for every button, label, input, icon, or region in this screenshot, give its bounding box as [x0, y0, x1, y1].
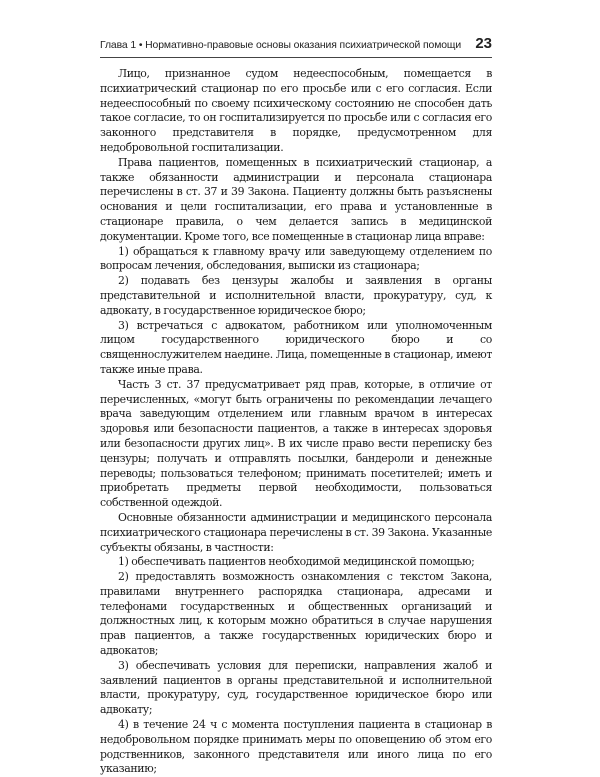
paragraph: Лицо, признанное судом недееспособным, помещается в психиатрический стационар по его просьбе или с его согласия. Если недееспособный по своему психическому состоянию не способен дать такое согласие, то он госпитализируется по просьбе или с согласия его законного представителя в порядке, предусмотренном для недобровольной госпитализации.	[100, 67, 492, 154]
list-item: 1) обращаться к главному врачу или заведующему отделением по вопросам лечения, обследования, выписки из стационара;	[100, 244, 492, 273]
paragraph: Основные обязанности администрации и медицинского персонала психиатрического стационара перечислены в ст. 39 Закона. Указанные субъекты обязаны, в частности:	[100, 510, 492, 554]
paragraph: Права пациентов, помещенных в психиатрический стационар, а также обязанности администрации и персонала стационара перечислены в ст. 37 и 39 Закона. Пациенту должны быть разъяснены основания и цели госпитализации, его права и установленные в стационаре правила, о чем делается запись в медицинской документации. Кроме того, все помещенные в стационар лица вправе:	[100, 155, 492, 243]
paragraph: Часть 3 ст. 37 предусматривает ряд прав, которые, в отличие от перечисленных, «могут быть ограничены по рекомендации лечащего врача заведующим отделением или главным врачом в интересах здоровья или безопасности пациентов, а также в интересах здоровья или безопасности других лиц». В их числе право вести переписку без цензуры; получать и отправлять посылки, бандероли и денежные переводы; пользоваться телефоном; принимать посетителей; иметь и приобретать предметы первой необходимости, пользоваться собственной одеждой.	[100, 377, 492, 510]
list-item: 3) встречаться с адвокатом, работником или уполномоченным лицом государственного юридического бюро и со священнослужителем наедине. Лица, помещенные в стационар, имеют также иные права.	[100, 318, 492, 376]
list-item: 2) предоставлять возможность ознакомления с текстом Закона, правилами внутреннего распорядка стационара, адресами и телефонами государственных и общественных организаций и должностных лиц, к которым можно обратиться в случае нарушения прав пациентов, а также государственных юридических бюро и адвокатов;	[100, 570, 492, 658]
list-item: 4) в течение 24 ч с момента поступления пациента в стационар в недобровольном порядке принимать меры по оповещению об этом его родственников, законного представителя или иного лица по его указанию;	[100, 718, 492, 776]
page-number: 23	[475, 35, 492, 52]
running-header	[100, 33, 492, 58]
running-title: Глава 1 • Нормативно-правовые основы оказания психиатрической помощи	[100, 40, 462, 51]
list-item: 3) обеспечивать условия для переписки, направления жалоб и заявлений пациентов в органы представительной и исполнительной власти, прокуратуру, суд, государственное юридическое бюро или адвокату;	[100, 658, 492, 717]
body-text	[100, 67, 492, 777]
list-item: 1) обеспечивать пациентов необходимой медицинской помощью;	[118, 555, 475, 569]
list-item: 2) подавать без цензуры жалобы и заявления в органы представительной и исполнительной власти, прокуратуру, суд, к адвокату, в государственное юридическое бюро;	[100, 274, 492, 317]
